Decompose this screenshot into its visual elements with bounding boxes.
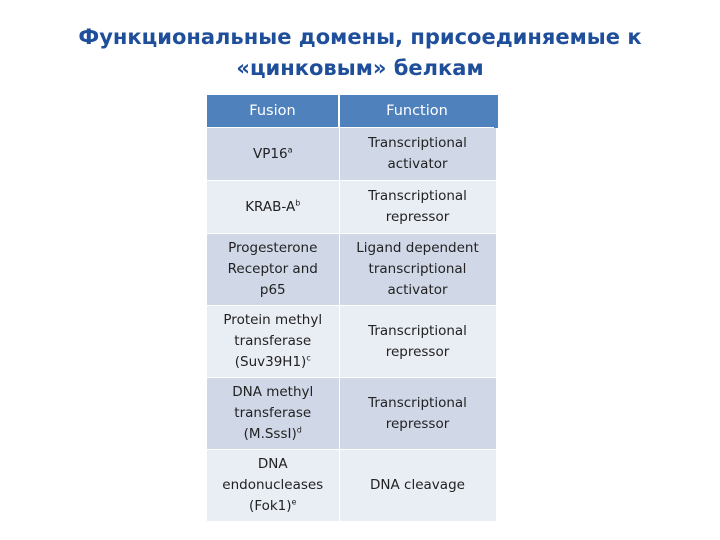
table-row [207, 450, 496, 522]
function-cell: Ligand dependent transcriptional activator [339, 234, 496, 306]
table-row [207, 128, 496, 181]
page-title [20, 22, 700, 84]
function-cell: DNA cleavage [339, 450, 496, 522]
fusion-cell: Progesterone Receptor and p65 [207, 234, 339, 306]
footnote-marker: c [306, 353, 311, 363]
table-row [207, 306, 496, 378]
function-cell: Transcriptional repressor [339, 378, 496, 450]
fusion-table [207, 95, 498, 521]
table-row [207, 234, 496, 306]
footnote-marker: e [291, 497, 297, 507]
table-header-row [207, 95, 496, 128]
fusion-cell: VP16$^a$ [207, 128, 339, 181]
footnote-marker: b [295, 198, 301, 207]
fusion-cell: KRAB-$A^b$ [207, 181, 339, 234]
fusion-cell: DNA methyl transferase (M.SssI)$^d$ [207, 378, 339, 450]
footnote-marker: d [296, 425, 302, 435]
fusion-table-container [207, 95, 496, 521]
title-line-2: «цинковым» белкам [236, 56, 484, 80]
function-cell: Transcriptional repressor [339, 306, 496, 378]
header-fusion: Fusion [207, 95, 339, 128]
fusion-cell: DNA endonucleases $(Fok1)^e$ [207, 450, 339, 522]
header-function: Function [339, 95, 496, 128]
footnote-marker: a [287, 145, 293, 154]
fusion-cell: Protein methyl transferase $(Suv39H1)^c$ [207, 306, 339, 378]
title-line-1: Функциональные домены, присоединяемые к [78, 25, 642, 49]
table-row [207, 181, 496, 234]
function-cell: Transcriptional repressor [339, 181, 496, 234]
function-cell: Transcriptional activator [339, 128, 496, 181]
table-row [207, 378, 496, 450]
